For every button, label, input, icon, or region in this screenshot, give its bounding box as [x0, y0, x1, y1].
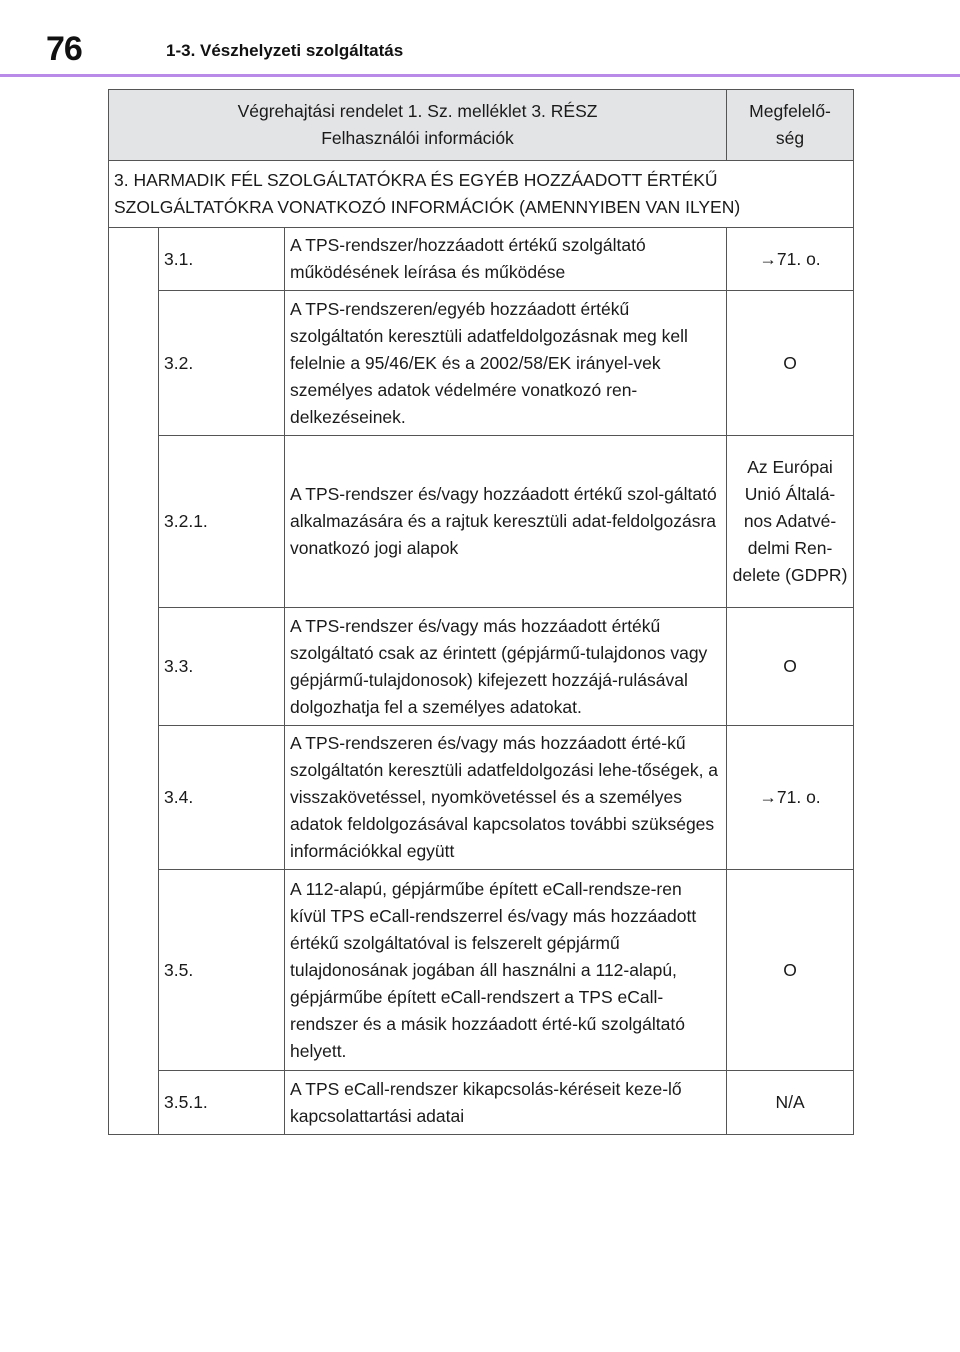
row-compliance: O	[727, 608, 854, 726]
indent-cell	[109, 228, 159, 1135]
header-divider	[0, 74, 960, 77]
row-number: 3.4.	[159, 726, 285, 870]
row-description: A TPS eCall-rendszer kikapcsolás-kéréseit keze-lő kapcsolattartási adatai	[285, 1071, 727, 1135]
row-compliance: →71. o.	[727, 726, 854, 870]
row-compliance: O	[727, 291, 854, 436]
table-row	[109, 870, 854, 1071]
user-information-table	[108, 89, 854, 1135]
header-title-cell	[109, 90, 727, 161]
header-compliance: Megfelelő-ség	[749, 101, 831, 148]
row-number: 3.2.	[159, 291, 285, 436]
section-heading-row	[109, 161, 854, 228]
row-number: 3.5.1.	[159, 1071, 285, 1135]
section-title: 1-3. Vészhelyzeti szolgáltatás	[166, 41, 404, 60]
row-description: A 112-alapú, gépjárműbe épített eCall-rendsze-ren kívül TPS eCall-rendszerrel és/vagy más hozzáadott értékű szolgáltatóval is felszerelt gépjármű tulajdonosának jogában áll használni a 112-alapú, gépjárműbe épített eCall-rendszert a TPS eCall-rendszer és a másik hozzáadott érté-kű szolgáltató helyett.	[285, 870, 727, 1071]
row-number: 3.2.1.	[159, 436, 285, 608]
row-description: A TPS-rendszer és/vagy hozzáadott értékű szol-gáltató alkalmazására és a rajtuk keresztüli adat-feldolgozásra vonatkozó jogi alapok	[285, 436, 727, 608]
row-compliance: O	[727, 870, 854, 1071]
section-heading: 3. HARMADIK FÉL SZOLGÁLTATÓKRA ÉS EGYÉB HOZZÁADOTT ÉRTÉKŰ SZOLGÁLTATÓKRA VONATKOZÓ INFORMÁCIÓK (AMENNYIBEN VAN ILYEN)	[109, 161, 854, 228]
table-row	[109, 291, 854, 436]
row-number: 3.5.	[159, 870, 285, 1071]
table-row	[109, 436, 854, 608]
row-description: A TPS-rendszer és/vagy más hozzáadott értékű szolgáltató csak az érintett (gépjármű-tulajdonos vagy gépjármű-tulajdonosok) kifejezett hozzájá-rulásával dolgozhatja fel a személyes adatokat.	[285, 608, 727, 726]
header-title: Végrehajtási rendelet 1. Sz. melléklet 3. RÉSZ	[237, 101, 598, 121]
row-description: A TPS-rendszeren és/vagy más hozzáadott érté-kű szolgáltatón keresztüli adatfeldolgozási lehe-tőségek, a visszakövetéssel, nyomkövetéssel és a személyes adatok feldolgozásával kapcsolatos további szükséges információkkal együtt	[285, 726, 727, 870]
row-number: 3.1.	[159, 228, 285, 291]
row-compliance: N/A	[727, 1071, 854, 1135]
table-row	[109, 228, 854, 291]
page-number: 76	[46, 30, 82, 68]
header-compliance-cell	[727, 90, 854, 161]
row-compliance: Az Európai Unió Általá-nos Adatvé-delmi Ren-delete (GDPR)	[727, 436, 854, 608]
row-number: 3.3.	[159, 608, 285, 726]
table-row	[109, 726, 854, 870]
header-subtitle: Felhasználói információk	[321, 128, 514, 148]
table-row	[109, 608, 854, 726]
row-description: A TPS-rendszeren/egyéb hozzáadott értékű szolgáltatón keresztüli adatfeldolgozásnak meg kell felelnie a 95/46/EK és a 2002/58/EK irányel-vek személyes adatok védelmére vonatkozó ren-delkezéseinek.	[285, 291, 727, 436]
row-compliance: →71. o.	[727, 228, 854, 291]
page-header	[0, 0, 960, 78]
table-header-row	[109, 90, 854, 161]
row-description: A TPS-rendszer/hozzáadott értékű szolgáltató működésének leírása és működése	[285, 228, 727, 291]
table-row	[109, 1071, 854, 1135]
